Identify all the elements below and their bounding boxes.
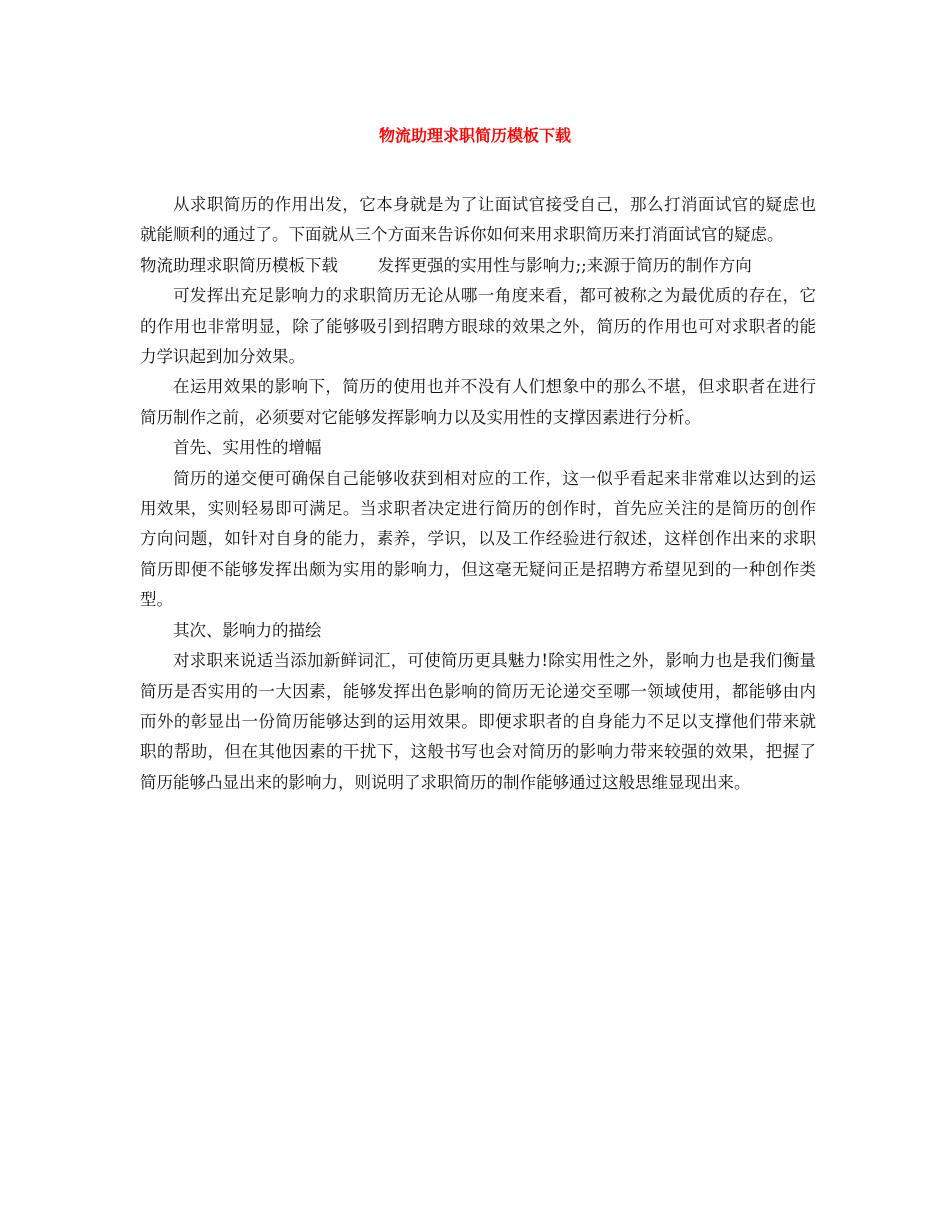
- section-heading-2: 其次、影响力的描绘: [173, 620, 322, 640]
- document-body: [140, 190, 816, 798]
- subtitle-right: 发挥更强的实用性与影响力;;来源于简历的制作方向: [377, 255, 752, 275]
- paragraph-3: 简历的递交便可确保自己能够收获到相对应的工作，这一似乎看起来非常难以达到的运用效果，实则轻易即可满足。当求职者决定进行简历的创作时，首先应关注的是简历的创作方向问题，如针对自身的能力，素养，学识，以及工作经验进行叙述，这样创作出来的求职简历即便不能够发挥出颇为实用的影响力，但这毫无疑问正是招聘方希望见到的一种创作类型。: [140, 468, 816, 610]
- intro-paragraph: 从求职简历的作用出发，它本身就是为了让面试官接受自己，那么打消面试官的疑虑也就能顺利的通过了。下面就从三个方面来告诉你如何来用求职简历来打消面试官的疑虑。: [140, 195, 816, 245]
- subtitle-left: 物流助理求职简历模板下载: [140, 255, 338, 275]
- subtitle-line: [140, 251, 816, 281]
- document-title: 物流助理求职简历模板下载: [378, 126, 571, 145]
- section-heading-1: 首先、实用性的增幅: [173, 438, 322, 458]
- paragraph-2: 在运用效果的影响下，简历的使用也并不没有人们想象中的那么不堪，但求职者在进行简历制作之前，必须要对它能够发挥影响力以及实用性的支撑因素进行分析。: [140, 377, 816, 427]
- paragraph-4: 对求职来说适当添加新鲜词汇，可使简历更具魅力!除实用性之外，影响力也是我们衡量简历是否实用的一大因素，能够发挥出色影响的简历无论递交至哪一领域使用，都能够由内而外的彰显出一份简历能够达到的运用效果。即便求职者的自身能力不足以支撑他们带来就职的帮助，但在其他因素的干扰下，这般书写也会对简历的影响力带来较强的效果，把握了简历能够凸显出来的影响力，则说明了求职简历的制作能够通过这般思维显现出来。: [140, 651, 816, 792]
- paragraph-1: 可发挥出充足影响力的求职简历无论从哪一角度来看，都可被称之为最优质的存在，它的作用也非常明显，除了能够吸引到招聘方眼球的效果之外，简历的作用也可对求职者的能力学识起到加分效果。: [140, 286, 816, 367]
